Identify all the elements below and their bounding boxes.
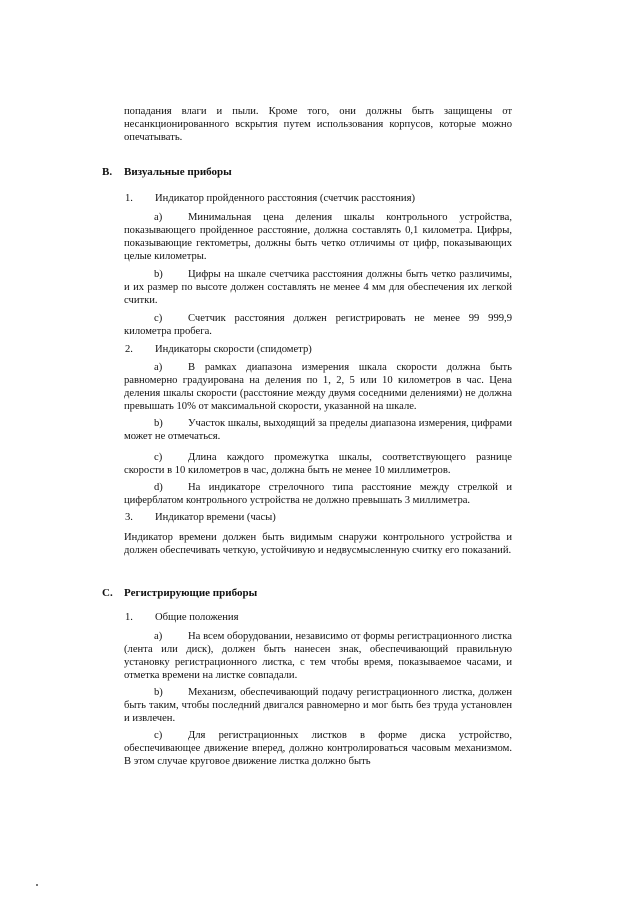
b1-a-label: a) bbox=[154, 212, 163, 223]
b3-number: 3. bbox=[125, 512, 133, 523]
section-c-letter: C. bbox=[102, 587, 113, 599]
b2-a-paragraph bbox=[124, 361, 512, 413]
b2-b-paragraph bbox=[124, 417, 512, 443]
section-b-letter: B. bbox=[102, 166, 113, 178]
b2-d-label: d) bbox=[154, 482, 163, 493]
c1-c-paragraph bbox=[124, 729, 512, 768]
b1-a-text: Минимальная цена деления шкалы контрольного устройства, показывающего пройденное расстояние, должна составлять 0,1 километра. Цифры, показывающие гектометры, должны быть четко отличимы от цифр, показывающих целые километры. bbox=[124, 212, 512, 262]
b1-c-label: c) bbox=[154, 313, 163, 324]
b1-b-label: b) bbox=[154, 269, 163, 280]
c1-c-label: c) bbox=[154, 730, 163, 741]
intro-paragraph: попадания влаги и пыли. Кроме того, они должны быть защищены от несанкционированного вскрытия путем использования корпусов, которые можно опечатывать. bbox=[124, 106, 512, 143]
c1-b-paragraph bbox=[124, 686, 512, 725]
b2-b-text: Участок шкалы, выходящий за пределы диапазона измерения, цифрами может не отмечаться. bbox=[124, 418, 512, 442]
c1-a-label: a) bbox=[154, 631, 163, 642]
c1-b-label: b) bbox=[154, 687, 163, 698]
c1-a-paragraph bbox=[124, 630, 512, 682]
scan-speck bbox=[36, 884, 38, 886]
b1-c-paragraph bbox=[124, 312, 512, 338]
c1-number: 1. bbox=[125, 612, 133, 623]
section-c-title: Регистрирующие приборы bbox=[124, 587, 258, 599]
b3-title: Индикатор времени (часы) bbox=[155, 512, 276, 523]
b2-c-paragraph bbox=[124, 451, 512, 477]
b2-d-text: На индикаторе стрелочного типа расстояние между стрелкой и циферблатом контрольного устройства не должно превышать 3 миллиметра. bbox=[124, 482, 512, 506]
c1-b-text: Механизм, обеспечивающий подачу регистрационного листка, должен быть таким, чтобы последний двигался равномерно и мог быть без труда установлен и извлечен. bbox=[124, 687, 512, 724]
b2-c-label: c) bbox=[154, 452, 163, 463]
b1-b-paragraph bbox=[124, 268, 512, 307]
b2-d-paragraph bbox=[124, 481, 512, 507]
b2-a-text: В рамках диапазона измерения шкала скорости должна быть равномерно градуирована на деления по 1, 2, 5 или 10 километров в час. Цена деления шкалы скорости (расстояние между двумя соседними делениями) не должна превышать 10% от максимальной скорости, указанной на шкале. bbox=[124, 362, 512, 412]
b1-title: Индикатор пройденного расстояния (счетчик расстояния) bbox=[155, 193, 416, 204]
section-b-title: Визуальные приборы bbox=[124, 166, 232, 178]
b1-c-text: Счетчик расстояния должен регистрировать не менее 99 999,9 километра пробега. bbox=[124, 313, 512, 337]
b2-a-label: a) bbox=[154, 362, 163, 373]
b1-a-paragraph bbox=[124, 211, 512, 263]
b3-paragraph: Индикатор времени должен быть видимым снаружи контрольного устройства и должен обеспечивать четкую, устойчивую и недвусмысленную считку его показаний. bbox=[124, 532, 512, 556]
b2-number: 2. bbox=[125, 344, 133, 355]
c1-c-text: Для регистрационных листков в форме диска устройство, обеспечивающее движение вперед, должно контролироваться часовым механизмом. В этом случае круговое движение листка должно быть bbox=[124, 730, 512, 767]
b2-c-text: Длина каждого промежутка шкалы, соответствующего разнице скорости в 10 километров в час, должна быть не менее 10 миллиметров. bbox=[124, 452, 512, 476]
c1-a-text: На всем оборудовании, независимо от формы регистрационного листка (лента или диск), должен быть нанесен знак, обеспечивающий правильную установку регистрационного листка, с тем чтобы время, показываемое часами, и отметка времени на листке совпадали. bbox=[124, 631, 512, 681]
b1-number: 1. bbox=[125, 193, 133, 204]
b2-title: Индикаторы скорости (спидометр) bbox=[155, 344, 312, 355]
b1-b-text: Цифры на шкале счетчика расстояния должны быть четко различимы, и их размер по высоте должен составлять не менее 4 мм для обеспечения их легкой считки. bbox=[124, 269, 512, 306]
c1-title: Общие положения bbox=[155, 612, 239, 623]
b2-b-label: b) bbox=[154, 418, 163, 429]
